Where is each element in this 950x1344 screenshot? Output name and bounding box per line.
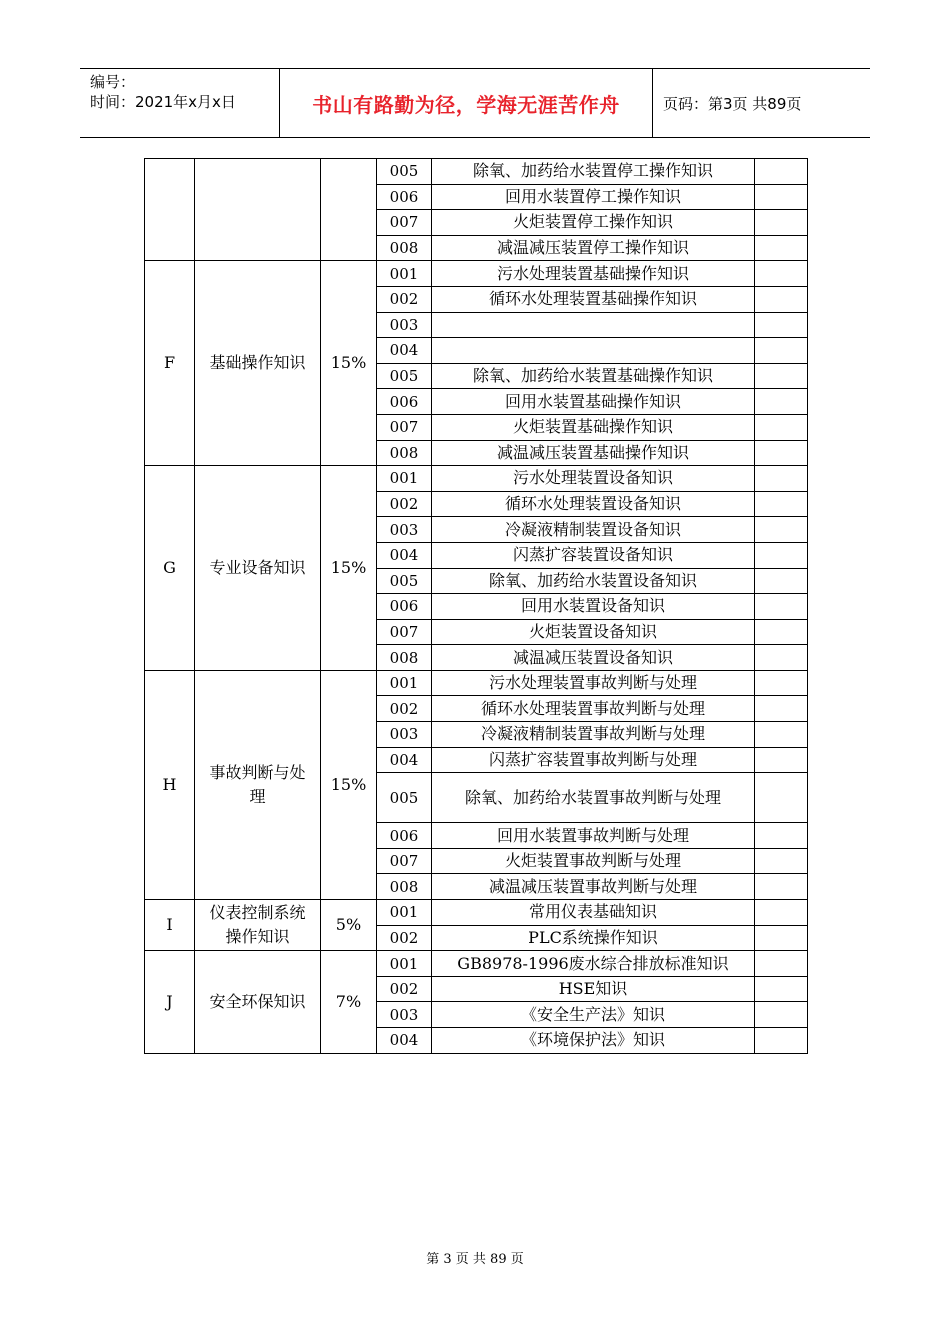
item-remark-cell <box>755 900 808 926</box>
item-number: 002 <box>377 925 432 951</box>
item-remark-cell <box>755 159 808 185</box>
item-number: 008 <box>377 645 432 671</box>
item-text: 除氧、加药给水装置停工操作知识 <box>432 159 755 185</box>
item-number: 008 <box>377 235 432 261</box>
item-remark-cell <box>755 389 808 415</box>
item-remark-cell <box>755 491 808 517</box>
item-number: 005 <box>377 363 432 389</box>
item-text: 除氧、加药给水装置设备知识 <box>432 568 755 594</box>
table-row <box>145 900 808 926</box>
item-number: 002 <box>377 976 432 1002</box>
item-remark-cell <box>755 1028 808 1054</box>
item-remark-cell <box>755 466 808 492</box>
item-number: 003 <box>377 312 432 338</box>
group-name: 仪表控制系统操作知识 <box>195 900 321 951</box>
item-number: 005 <box>377 773 432 823</box>
item-remark-cell <box>755 568 808 594</box>
item-remark-cell <box>755 286 808 312</box>
item-remark-cell <box>755 722 808 748</box>
group-name: 安全环保知识 <box>195 951 321 1053</box>
item-remark-cell <box>755 363 808 389</box>
item-remark-cell <box>755 696 808 722</box>
item-number: 004 <box>377 747 432 773</box>
group-name: 基础操作知识 <box>195 261 321 466</box>
header-time-label: 时间：2021年x月x日 <box>90 93 236 111</box>
item-number: 003 <box>377 722 432 748</box>
item-number: 008 <box>377 874 432 900</box>
item-text: 减温减压装置设备知识 <box>432 645 755 671</box>
item-text: 火炬装置停工操作知识 <box>432 210 755 236</box>
item-text: 循环水处理装置基础操作知识 <box>432 286 755 312</box>
item-number: 004 <box>377 338 432 364</box>
item-remark-cell <box>755 874 808 900</box>
item-remark-cell <box>755 235 808 261</box>
header-motto: 书山有路勤为径，学海无涯苦作舟 <box>280 69 653 137</box>
item-text: 闪蒸扩容装置设备知识 <box>432 542 755 568</box>
item-text: 《安全生产法》知识 <box>432 1002 755 1028</box>
item-remark-cell <box>755 848 808 874</box>
item-remark-cell <box>755 925 808 951</box>
item-number: 005 <box>377 159 432 185</box>
item-text: 火炬装置基础操作知识 <box>432 414 755 440</box>
page-footer: 第 3 页 共 89 页 <box>426 1252 524 1267</box>
group-weight: 15% <box>321 670 377 899</box>
table-row <box>145 466 808 492</box>
item-text: 污水处理装置事故判断与处理 <box>432 670 755 696</box>
group-name: 事故判断与处理 <box>195 670 321 899</box>
item-text: 回用水装置基础操作知识 <box>432 389 755 415</box>
group-code: J <box>145 951 195 1053</box>
item-number: 007 <box>377 414 432 440</box>
item-remark-cell <box>755 594 808 620</box>
group-code <box>145 159 195 261</box>
item-text: 污水处理装置基础操作知识 <box>432 261 755 287</box>
item-text: 回用水装置事故判断与处理 <box>432 823 755 849</box>
item-text: 减温减压装置基础操作知识 <box>432 440 755 466</box>
item-text: 循环水处理装置设备知识 <box>432 491 755 517</box>
item-remark-cell <box>755 312 808 338</box>
item-remark-cell <box>755 517 808 543</box>
group-code: G <box>145 466 195 671</box>
item-remark-cell <box>755 670 808 696</box>
item-remark-cell <box>755 184 808 210</box>
item-number: 008 <box>377 440 432 466</box>
group-weight: 15% <box>321 261 377 466</box>
item-number: 001 <box>377 261 432 287</box>
header-meta <box>80 69 280 137</box>
item-text: 回用水装置设备知识 <box>432 594 755 620</box>
item-number: 007 <box>377 619 432 645</box>
item-remark-cell <box>755 542 808 568</box>
group-code: F <box>145 261 195 466</box>
item-remark-cell <box>755 1002 808 1028</box>
item-text: 火炬装置设备知识 <box>432 619 755 645</box>
item-number: 001 <box>377 951 432 977</box>
page-header <box>80 68 870 138</box>
item-remark-cell <box>755 773 808 823</box>
table-row <box>145 261 808 287</box>
item-number: 007 <box>377 848 432 874</box>
item-remark-cell <box>755 951 808 977</box>
item-remark-cell <box>755 747 808 773</box>
item-text: 循环水处理装置事故判断与处理 <box>432 696 755 722</box>
item-remark-cell <box>755 440 808 466</box>
group-name: 专业设备知识 <box>195 466 321 671</box>
item-number: 002 <box>377 286 432 312</box>
item-number: 006 <box>377 594 432 620</box>
table-row <box>145 159 808 185</box>
item-text: 污水处理装置设备知识 <box>432 466 755 492</box>
item-remark-cell <box>755 976 808 1002</box>
item-text <box>432 338 755 364</box>
item-number: 005 <box>377 568 432 594</box>
item-number: 001 <box>377 670 432 696</box>
item-text: 火炬装置事故判断与处理 <box>432 848 755 874</box>
item-text: GB8978-1996废水综合排放标准知识 <box>432 951 755 977</box>
item-text: 冷凝液精制装置设备知识 <box>432 517 755 543</box>
header-page-info: 页码：第3页 共89页 <box>663 94 802 113</box>
item-remark-cell <box>755 823 808 849</box>
item-number: 007 <box>377 210 432 236</box>
group-weight: 7% <box>321 951 377 1053</box>
item-text: 常用仪表基础知识 <box>432 900 755 926</box>
item-number: 001 <box>377 900 432 926</box>
table-row <box>145 951 808 977</box>
item-text: 闪蒸扩容装置事故判断与处理 <box>432 747 755 773</box>
item-text: 除氧、加药给水装置事故判断与处理 <box>432 773 755 823</box>
item-number: 004 <box>377 1028 432 1054</box>
item-remark-cell <box>755 261 808 287</box>
item-text: HSE知识 <box>432 976 755 1002</box>
item-number: 002 <box>377 696 432 722</box>
group-weight: 15% <box>321 466 377 671</box>
knowledge-table <box>144 158 808 1054</box>
item-text: 回用水装置停工操作知识 <box>432 184 755 210</box>
item-remark-cell <box>755 414 808 440</box>
group-code: H <box>145 670 195 899</box>
item-number: 003 <box>377 1002 432 1028</box>
item-text: 《环境保护法》知识 <box>432 1028 755 1054</box>
item-text: 减温减压装置停工操作知识 <box>432 235 755 261</box>
group-weight <box>321 159 377 261</box>
item-number: 001 <box>377 466 432 492</box>
group-code: I <box>145 900 195 951</box>
item-number: 002 <box>377 491 432 517</box>
item-text: 除氧、加药给水装置基础操作知识 <box>432 363 755 389</box>
item-number: 004 <box>377 542 432 568</box>
group-weight: 5% <box>321 900 377 951</box>
item-remark-cell <box>755 619 808 645</box>
group-name <box>195 159 321 261</box>
item-remark-cell <box>755 338 808 364</box>
item-text: PLC系统操作知识 <box>432 925 755 951</box>
item-text: 冷凝液精制装置事故判断与处理 <box>432 722 755 748</box>
item-remark-cell <box>755 645 808 671</box>
item-number: 006 <box>377 389 432 415</box>
item-text <box>432 312 755 338</box>
header-number-label: 编号： <box>90 73 136 91</box>
item-number: 003 <box>377 517 432 543</box>
item-text: 减温减压装置事故判断与处理 <box>432 874 755 900</box>
table-row <box>145 670 808 696</box>
knowledge-table-body <box>145 159 808 1054</box>
item-remark-cell <box>755 210 808 236</box>
item-number: 006 <box>377 823 432 849</box>
item-number: 006 <box>377 184 432 210</box>
